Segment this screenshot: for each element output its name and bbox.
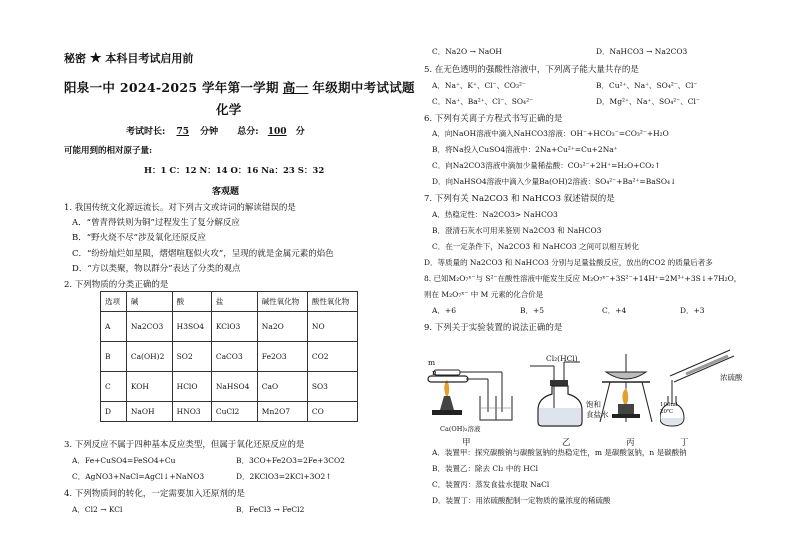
table-header-cell: 选项	[101, 292, 127, 312]
secret-label: 秘密	[64, 52, 86, 65]
q3-option-d: D．2KClO3=2KCl+3O2↑	[236, 472, 332, 481]
q6-stem: 6. 下列有关离子方程式书写正确的是	[424, 114, 563, 124]
atomic-label: 可能用到的相对原子量:	[64, 146, 153, 156]
q5-option-d: D．Mg²⁺、Na⁺、SO₄²⁻、Cl⁻	[596, 97, 700, 106]
label-bing: 丙	[626, 438, 635, 448]
table-cell: CaO	[257, 372, 307, 402]
star-icon: ★	[89, 51, 102, 66]
label-saline: 饱和 食盐水	[586, 400, 609, 419]
q8-option-a: A．+6	[432, 306, 456, 315]
table-cell: H3SO4	[172, 312, 211, 342]
atomic-values: H：1 C：12 N：14 O：16 Na：23 S：32	[144, 166, 325, 176]
table-header-row	[101, 292, 358, 312]
duration-unit: 分钟	[200, 127, 219, 137]
q1-option-b: B．“野火烧不尽”涉及氧化还原反应	[72, 233, 206, 243]
q8-line1: 8. 已知M₂O₇ˣ⁻与 S²⁻在酸性溶液中能发生反应 M₂O₇ˣ⁻+3S²⁻+14H⁺=2M³⁺+3S↓+7H₂O，	[424, 274, 742, 283]
table-header-cell: 盐	[211, 292, 257, 312]
q3-option-c: C．AgNO3+NaCl=AgCl↓+NaNO3	[72, 472, 205, 481]
q3-stem: 3. 下列反应不属于四种基本反应类型，但属于氧化还原反应的是	[64, 440, 305, 450]
table-row	[101, 312, 358, 342]
table-cell: A	[101, 312, 127, 342]
table-cell: KClO3	[211, 312, 257, 342]
duration-label: 考试时长:	[126, 127, 166, 137]
q2-stem: 2. 下列物质的分类正确的是	[64, 280, 169, 290]
q6-option-a: A．向NaOH溶液中滴入NaHCO3溶液：OH⁻+HCO₃⁻=CO₃²⁻+H₂O	[432, 129, 669, 138]
q7-stem: 7. 下列有关 Na2CO3 和 NaHCO3 叙述错误的是	[424, 194, 615, 204]
duration-value: 75	[176, 127, 189, 137]
q8-option-b: B．+5	[520, 306, 545, 315]
q5-option-c: C．Na⁺、Ba²⁺、Cl⁻、SO₄²⁻	[432, 97, 534, 106]
score-label: 总分:	[237, 127, 259, 137]
q9-option-c: C．装置丙：蒸发食盐水提取 NaCl	[432, 480, 550, 489]
classification-table	[100, 291, 358, 422]
q5-option-a: A．Na⁺、K⁺、Cl⁻、CO₃²⁻	[432, 81, 526, 90]
q4-option-d: D．NaHCO3 → Na2CO3	[596, 47, 688, 56]
table-cell: Ca(OH)2	[126, 342, 172, 372]
table-cell: CO	[307, 402, 357, 422]
secret-rest: 本科目考试启用前	[105, 52, 194, 65]
q4-stem: 4. 下列物质间的转化，一定需要加入还原剂的是	[64, 489, 245, 499]
table-header-cell: 碱性氧化物	[257, 292, 307, 312]
subject-title: 化学	[216, 102, 242, 117]
table-cell: CuCl2	[211, 402, 257, 422]
label-flask: 100ml 20℃	[660, 402, 678, 415]
table-cell: HClO	[172, 372, 211, 402]
q8-option-d: D．+3	[680, 306, 705, 315]
table-cell: NO	[307, 312, 357, 342]
q1-option-d: D．“方以类聚，物以群分”表达了分类的观点	[72, 264, 241, 274]
apparatus-ding-figure	[660, 346, 764, 430]
table-header-cell: 碱	[126, 292, 172, 312]
q5-option-b: B．Cu²⁺、Na⁺、SO₄²⁻、Cl⁻	[596, 81, 698, 90]
table-cell: Fe2O3	[257, 342, 307, 372]
label-conc: 浓硫酸	[720, 373, 743, 382]
table-cell: HNO3	[172, 402, 211, 422]
section-title: 客观题	[212, 187, 240, 197]
q7-option-b: B．澄清石灰水可用来鉴别 Na2CO3 和 NaHCO3	[432, 226, 602, 235]
title-end: 年级期中考试试题	[312, 80, 415, 95]
apparatus-jia-figure	[426, 352, 518, 426]
table-row	[101, 372, 358, 402]
q9-option-d: D．装置丁：用浓硫酸配制一定物质的量浓度的稀硫酸	[432, 496, 611, 505]
table-cell: SO2	[172, 342, 211, 372]
q9-option-b: B．装置乙：除去 Cl₂ 中的 HCl	[432, 464, 538, 473]
q1-stem: 1. 我国传统文化源远流长。对下列古文或诗词的解读错误的是	[64, 203, 296, 213]
q8-option-c: C．+4	[602, 306, 627, 315]
table-cell: Mn2O7	[257, 402, 307, 422]
q6-option-c: C．向Na2CO3溶液中滴加少量稀盐酸：CO₃²⁻+2H⁺=H₂O+CO₂↑	[432, 161, 661, 170]
table-row	[101, 402, 358, 422]
table-cell: NaHSO4	[211, 372, 257, 402]
label-jia: 甲	[462, 438, 471, 448]
q3-option-b: B．3CO+Fe2O3=2Fe+3CO2	[236, 456, 345, 465]
label-n: n	[432, 368, 437, 377]
table-cell: CO2	[307, 342, 357, 372]
table-cell: Na2CO3	[126, 312, 172, 342]
q4-option-a: A．Cl2 → KCl	[72, 505, 123, 514]
score-value: 100	[267, 127, 287, 137]
q4-option-c: C．Na2O → NaOH	[432, 47, 502, 56]
table-cell: NaOH	[126, 402, 172, 422]
q7-option-c: C．在一定条件下，Na2CO3 和 NaHCO3 之间可以相互转化	[432, 242, 640, 251]
table-cell: C	[101, 372, 127, 402]
q1-option-a: A．“曾青得铁则为铜”过程发生了复分解反应	[72, 218, 240, 228]
q9-stem: 9. 下列关于实验装置的说法正确的是	[424, 323, 563, 333]
q4-option-b: B．FeCl3 → FeCl2	[236, 505, 305, 514]
table-cell: D	[101, 402, 127, 422]
table-cell: KOH	[126, 372, 172, 402]
table-cell: Na2O	[257, 312, 307, 342]
exam-title	[64, 78, 415, 96]
q8-line2: 则在 M₂O₇ˣ⁻ 中 M 元素的化合价是	[424, 290, 544, 299]
label-yi: 乙	[562, 438, 571, 448]
q6-option-b: B．将Na投入CuSO4溶液中：2Na+Cu²⁺=Cu+2Na⁺	[432, 145, 618, 154]
label-ding: 丁	[680, 438, 689, 448]
secret-line	[64, 50, 193, 66]
q9-option-a: A．装置甲：探究碳酸钠与碳酸氢钠的热稳定性，m 是碳酸氢钠，n 是碳酸钠	[432, 448, 687, 457]
q5-stem: 5. 在无色透明的强酸性溶液中，下列离子能大量共存的是	[424, 65, 639, 75]
table-header-cell: 酸性氧化物	[307, 292, 357, 312]
label-clhcl: Cl₂(HCl)	[546, 354, 578, 363]
label-caoh: Ca(OH)₂溶液	[440, 425, 481, 433]
apparatus-bing-figure	[596, 352, 660, 428]
table-cell: CaCO3	[211, 342, 257, 372]
q1-option-c: C．“纷纷灿烂如星陨，熠熠喧豗似火攻”，呈现的就是金属元素的焰色	[72, 249, 334, 259]
q7-option-d: D．等质量的 Na2CO3 和 NaHCO3 分别与足量盐酸反应，放出的CO2 的质量后者多	[424, 258, 713, 267]
q6-option-d: D．向NaHSO4溶液中滴入少量Ba(OH)2溶液：SO₄²⁻+Ba²⁺=BaSO₄↓	[432, 177, 677, 186]
table-cell: B	[101, 342, 127, 372]
title-grade: 高一	[282, 80, 309, 95]
table-row	[101, 342, 358, 372]
label-m: m	[428, 358, 436, 367]
q7-option-a: A．热稳定性：Na2CO3> NaHCO3	[432, 210, 558, 219]
q3-option-a: A．Fe+CuSO4=FeSO4+Cu	[72, 456, 176, 465]
score-unit: 分	[295, 127, 305, 137]
table-cell: SO3	[307, 372, 357, 402]
title-school: 阳泉一中 2024-2025 学年第一学期	[64, 80, 279, 95]
table-header-cell: 酸	[172, 292, 211, 312]
exam-info	[126, 124, 305, 137]
